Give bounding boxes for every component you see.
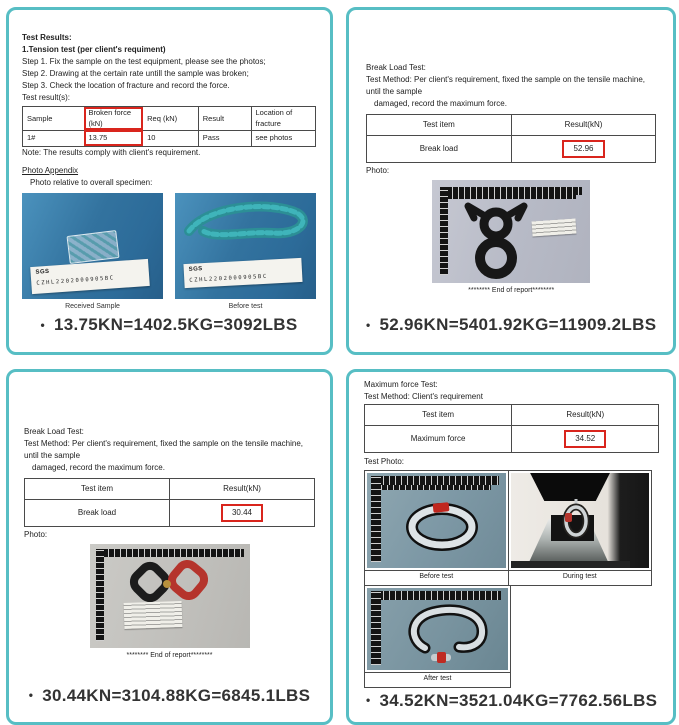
sample-label — [183, 257, 302, 287]
tension-subtitle: 1.Tension test (per client's requiment) — [22, 44, 316, 56]
cell-test-item: Break load — [25, 499, 170, 526]
method-line: Test Method: Client's requirement — [364, 391, 659, 403]
col-req: Req (kN) — [143, 107, 199, 131]
plastic-bag-graphic — [66, 230, 119, 264]
end-of-report-line: ******** End of report******** — [24, 651, 315, 662]
panel-max-force — [346, 369, 676, 725]
specimen-photo-row — [22, 193, 316, 299]
ruler-graphic — [371, 476, 499, 485]
ruler-graphic — [375, 485, 491, 490]
table-row — [25, 499, 315, 526]
table-row — [367, 136, 656, 163]
col-result: Result — [198, 107, 251, 131]
received-sample-photo — [22, 193, 163, 299]
conversion-text: 30.44KN=3104.88KG=6845.1LBS — [42, 683, 310, 709]
caption-row — [365, 672, 511, 687]
before-test-cell — [365, 470, 509, 570]
broken-link-graphic — [391, 602, 491, 666]
conversion-line — [366, 688, 657, 719]
test-photo-table — [364, 470, 652, 586]
conversion-text: 34.52KN=3521.04KG=7762.56LBS — [380, 688, 658, 714]
conversion-text: 13.75KN=1402.5KG=3092LBS — [54, 312, 297, 338]
machine-jaw-graphic — [530, 473, 610, 502]
bullet-icon: • — [366, 316, 371, 334]
table-header-row — [365, 404, 659, 425]
caption-row — [365, 570, 652, 585]
ruler-graphic — [371, 591, 381, 665]
tag-label-graphic — [123, 600, 182, 628]
test-photo-label: Test Photo: — [364, 456, 659, 468]
col-result: Result(kN) — [170, 478, 315, 499]
conversion-text: 52.96KN=5401.92KG=11909.2LBS — [380, 312, 657, 338]
after-test-cell — [365, 585, 511, 672]
during-test-cell — [508, 470, 652, 570]
during-test-photo — [511, 473, 650, 568]
cell-result — [512, 425, 659, 452]
photo-row — [365, 585, 511, 672]
sample-code: CZHL2202000905BC — [36, 272, 144, 288]
break-load-table — [24, 478, 315, 527]
max-force-table — [364, 404, 659, 453]
during-test-caption: During test — [508, 570, 652, 585]
col-broken-force: Broken force (kN) — [84, 107, 143, 131]
quick-link-graphic — [397, 497, 487, 555]
cell-result: Pass — [198, 130, 251, 146]
tension-result-table — [22, 106, 316, 147]
col-location: Location of fracture — [251, 107, 316, 131]
cell-sample: 1# — [23, 130, 85, 146]
rope-coil-graphic — [175, 195, 316, 250]
before-test-caption: Before test — [365, 570, 509, 585]
bullet-icon: • — [29, 686, 34, 704]
sample-label — [30, 258, 150, 293]
table-row — [23, 130, 316, 146]
table-header-row — [23, 107, 316, 131]
result-value-box: 34.52 — [564, 430, 606, 448]
sgs-logo: SGS — [189, 260, 297, 275]
before-test-photo — [367, 473, 506, 568]
photo-row — [365, 470, 652, 570]
tension-title: Test Results: — [22, 32, 316, 44]
table-row — [365, 425, 659, 452]
col-test-item: Test item — [365, 404, 512, 425]
tension-step-1: Step 1. Fix the sample on the test equipment, please see the photos; — [22, 56, 316, 68]
bullet-icon: • — [366, 691, 371, 709]
after-test-table — [364, 585, 511, 688]
col-sample: Sample — [23, 107, 85, 131]
method-line-2: damaged, record the maximum force. — [24, 462, 315, 474]
ruler-graphic — [96, 549, 104, 641]
tension-step-3: Step 3. Check the location of fracture and record the force. — [22, 80, 316, 92]
ruler-graphic — [440, 187, 448, 275]
photo-label: Photo: — [366, 165, 656, 177]
photo-intro-label: Photo relative to overall specimen: — [22, 177, 316, 189]
col-test-item: Test item — [367, 115, 512, 136]
max-force-title: Maximum force Test: — [364, 379, 659, 391]
figure8-descender-graphic — [456, 198, 536, 280]
ruler-graphic — [371, 476, 381, 562]
swivel-links-photo — [90, 544, 250, 648]
method-line-2: damaged, record the maximum force. — [366, 98, 656, 110]
panel-break-load-30 — [6, 369, 333, 725]
figure8-descender-photo — [432, 180, 590, 283]
conversion-line — [41, 312, 298, 346]
table-header-row — [367, 115, 656, 136]
break-load-title: Break Load Test: — [366, 62, 656, 74]
machine-base-graphic — [511, 561, 630, 568]
result-value-box: 52.96 — [562, 140, 604, 158]
photo-captions — [22, 302, 316, 313]
end-of-report-line: ******** End of report******** — [366, 286, 656, 297]
col-result: Result(kN) — [511, 115, 656, 136]
hanging-link-graphic — [559, 499, 593, 543]
tension-step-2: Step 2. Drawing at the certain rate untill the sample was broken; — [22, 68, 316, 80]
tension-result-label: Test result(s): — [22, 92, 316, 104]
cell-broken-force: 13.75 — [84, 130, 143, 146]
table-header-row — [25, 478, 315, 499]
col-result: Result(kN) — [512, 404, 659, 425]
cell-req: 10 — [143, 130, 199, 146]
before-test-caption: Before test — [175, 302, 316, 313]
received-sample-caption: Received Sample — [22, 302, 163, 313]
after-test-photo — [367, 588, 508, 670]
break-load-table — [366, 114, 656, 163]
ruler-graphic — [440, 187, 582, 195]
photo-appendix-label: Photo Appendix — [22, 165, 316, 177]
sgs-logo: SGS — [35, 261, 143, 278]
bullet-icon: • — [41, 316, 46, 334]
sample-code: CZHL2202000905BC — [189, 271, 297, 285]
before-test-photo — [175, 193, 316, 299]
cell-test-item: Break load — [367, 136, 512, 163]
conversion-line — [29, 683, 311, 717]
panel-tension-test — [6, 7, 333, 355]
col-test-item: Test item — [25, 478, 170, 499]
tension-note: Note: The results comply with client's requirement. — [22, 147, 316, 159]
photo-label: Photo: — [24, 529, 315, 541]
ruler-graphic — [371, 591, 501, 600]
panel-break-load-52 — [346, 7, 676, 355]
after-test-caption: After test — [365, 672, 511, 687]
result-value-box: 30.44 — [221, 504, 263, 522]
cell-result — [511, 136, 656, 163]
cell-test-item: Maximum force — [365, 425, 512, 452]
method-line-1: Test Method: Per client's requirement, fixed the sample on the tensile machine, until the sample — [24, 438, 315, 462]
cell-result — [170, 499, 315, 526]
method-line-1: Test Method: Per client's requirement, fixed the sample on the tensile machine, until the sample — [366, 74, 656, 98]
break-load-title: Break Load Test: — [24, 426, 315, 438]
conversion-line — [366, 312, 656, 346]
cell-location: see photos — [251, 130, 316, 146]
tag-label-graphic — [532, 218, 577, 236]
